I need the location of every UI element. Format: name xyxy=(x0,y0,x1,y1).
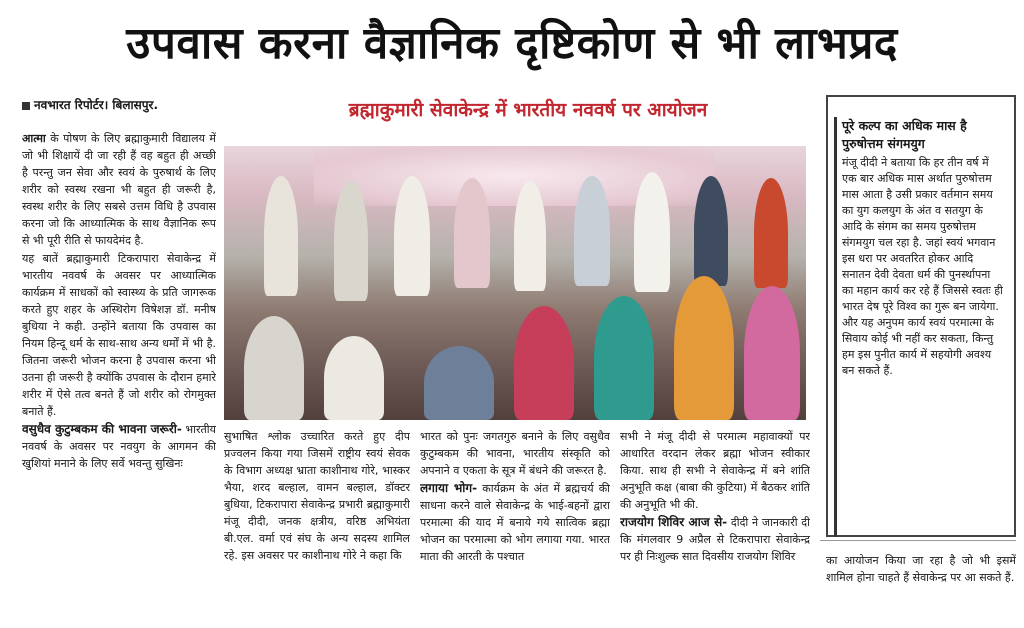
column-1-para-1: आत्मा के पोषण के लिए ब्रह्माकुमारी विद्यालय में जो भी शिक्षायें दी जा रही हैं वह बहुत ही अच्छी है परन्तु जन सेवा और स्वयं के पुरुषार्थ के लिए शरीर को स्वस्थ रखना भी बहुत ही जरूरी है, स्वस्थ शरीर के लिए सबसे उत्तम विधि है उपवास करना जो कि आध्यात्मिक के साथ वैज्ञानिक रूप से भी पूरी रीति से फायदेमंद है. xyxy=(22,132,216,247)
photo-person xyxy=(634,172,670,292)
column-1 xyxy=(22,130,216,626)
photo-person xyxy=(514,306,574,420)
subheadline: ब्रह्माकुमारी सेवाकेन्द्र में भारतीय नववर्ष पर आयोजन xyxy=(348,99,708,121)
column-3-para-1: भारत को पुनः जगतगुरु बनाने के लिए वसुधैव कुटुम्बकम की भावना, भारतीय संस्कृति को अपनाने व एकता के सूत्र में बंधने की जरूरत है. xyxy=(420,430,610,477)
byline-square-icon xyxy=(22,102,30,110)
column-4-para-1: सभी ने मंजू दीदी से परमात्म महावाक्यों पर आधारित वरदान लेकर ब्रह्मा भोजन स्वीकार किया. साथ ही सभी ने सेवाकेन्द्र में बने शांति अनुभूति कक्ष (बाबा की कुटिया) में बैठकर शांति की अनुभूति भी की. xyxy=(620,430,810,511)
photo-person xyxy=(754,178,788,288)
sidebar-title: पूरे कल्प का अधिक मास है पुरुषोत्तम संगमयुग xyxy=(842,118,967,151)
column-3-para-2: लगाया भोग- कार्यक्रम के अंत में ब्रह्मचर्य की साधना करने वाले सेवाकेन्द्र के भाई-बहनों द्वारा परमात्मा की याद में बनाये गये सात्विक ब्रह्मा भोजन का परमात्मा को भोग लगाया गया. भारत माता की आरती के पश्चात xyxy=(420,481,610,563)
column-1-para-2: यह बातें ब्रह्माकुमारी टिकरापारा सेवाकेन्द्र में भारतीय नववर्ष के अवसर पर आध्यात्मिक कार्यक्रम में साधकों को स्वास्थ्य के प्रति जागरूक करते हुए शहर के अस्थिरोग विषेशज्ञ डॉ. मनीष बुधिया ने कही. उन्होंने बताया कि उपवास का नियम हिन्दू धर्म के साथ-साथ अन्य धर्मों में भी है. जितना जरूरी भोजन करना है उपवास करना भी उतना ही जरूरी है क्योंकि उपवास के दौरान हमारे शरीर में ऐसे तत्व बनते हैं जो शरीर को रोगमुक्त बनाते हैं. xyxy=(22,252,216,418)
column-1-lead: आत्मा xyxy=(22,132,46,145)
sidebar-box xyxy=(826,95,1016,537)
photo-person xyxy=(694,176,728,286)
headline: उपवास करना वैज्ञानिक दृष्टिकोण से भी लाभप्रद xyxy=(126,18,898,69)
column-1-subtitle: वसुधैव कुटुम्बकम की भावना जरूरी- xyxy=(22,422,182,436)
column-3-subtitle: लगाया भोग- xyxy=(420,481,478,495)
photo-person xyxy=(574,176,610,286)
column-2-para-1: सुभाषित श्लोक उच्चारित करते हुए दीप प्रज्वलन किया गया जिसमें राष्ट्रीय स्वयं सेवक के विभाग अध्यक्ष भ्राता काशीनाथ गोरे, भास्कर भैया, शरद बल्हाल, वामन बल्हाल, डॉक्टर बुधिया, टिकरापारा सेवाकेन्द्र प्रभारी ब्रह्माकुमारी मंजू दीदी, जनक क्षत्रीय, वरिष्ठ अभियंता बी.एल. वर्मा एवं संघ के अन्य सदस्य शामिल रहे. इस अवसर पर काशीनाथ गोरे ने कहा कि xyxy=(224,430,410,562)
column-4 xyxy=(620,428,810,626)
column-4-para-2: राजयोग शिविर आज से- दीदी ने जानकारी दी कि मंगलवार 9 अप्रैल से टिकरापारा सेवाकेन्द्र पर ही निःशुल्क सात दिवसीय राजयोग शिविर xyxy=(620,515,810,563)
photo-person xyxy=(244,316,304,420)
byline xyxy=(22,96,158,113)
column-1-para-3: वसुधैव कुटुम्बकम की भावना जरूरी- भारतीय नववर्ष के अवसर पर नवयुग के आगमन की खुशियां मनाने के लिए सर्वे भवन्तु सुखिनः xyxy=(22,422,216,470)
sidebar-divider xyxy=(820,540,1016,541)
sidebar-rule xyxy=(834,117,837,537)
photo-person xyxy=(744,286,800,420)
photo-person xyxy=(454,178,490,288)
photo-person xyxy=(334,181,368,301)
byline-text: नवभारत रिपोर्टर। बिलासपुर. xyxy=(34,98,159,112)
column-3 xyxy=(420,428,610,626)
photo-person xyxy=(264,176,298,296)
photo-person xyxy=(324,336,384,420)
column-4-subtitle: राजयोग शिविर आज से- xyxy=(620,515,728,529)
photo-person xyxy=(394,176,430,296)
column-5 xyxy=(826,552,1016,626)
photo-person xyxy=(674,276,734,420)
photo-person xyxy=(594,296,654,420)
column-2 xyxy=(224,428,410,626)
event-photo xyxy=(224,146,806,420)
sidebar-text: मंजू दीदी ने बताया कि हर तीन वर्ष में एक बार अधिक मास अर्थात पुरुषोत्तम मास आता है उसी प्रकार वर्तमान समय का युग कलयुग के अंत व सतयुग के आदि के संगम का समय पुरुषोत्तम संगमयुग चल रहा है. जहां स्वयं भगवान इस धरा पर अवतरित होकर आदि सनातन देवी देवता धर्म की पुनर्स्थापना का महान कार्य कर रहे हैं जिससे स्वतः ही भारत देष पूरे विश्व का गुरू बन जायेगा. और यह अनुपम कार्य स्वयं परमात्मा के सिवाय कोई भी नहीं कर सकता, किन्तु हम इस पुनीत कार्य में सहयोगी अवश्य बन सकते हैं. xyxy=(842,156,1003,377)
photo-person xyxy=(514,181,546,291)
column-5-para-1: का आयोजन किया जा रहा है जो भी इसमें शामिल होना चाहते हैं सेवाकेन्द्र पर आ सकते हैं. xyxy=(826,554,1016,584)
photo-person xyxy=(424,346,494,420)
